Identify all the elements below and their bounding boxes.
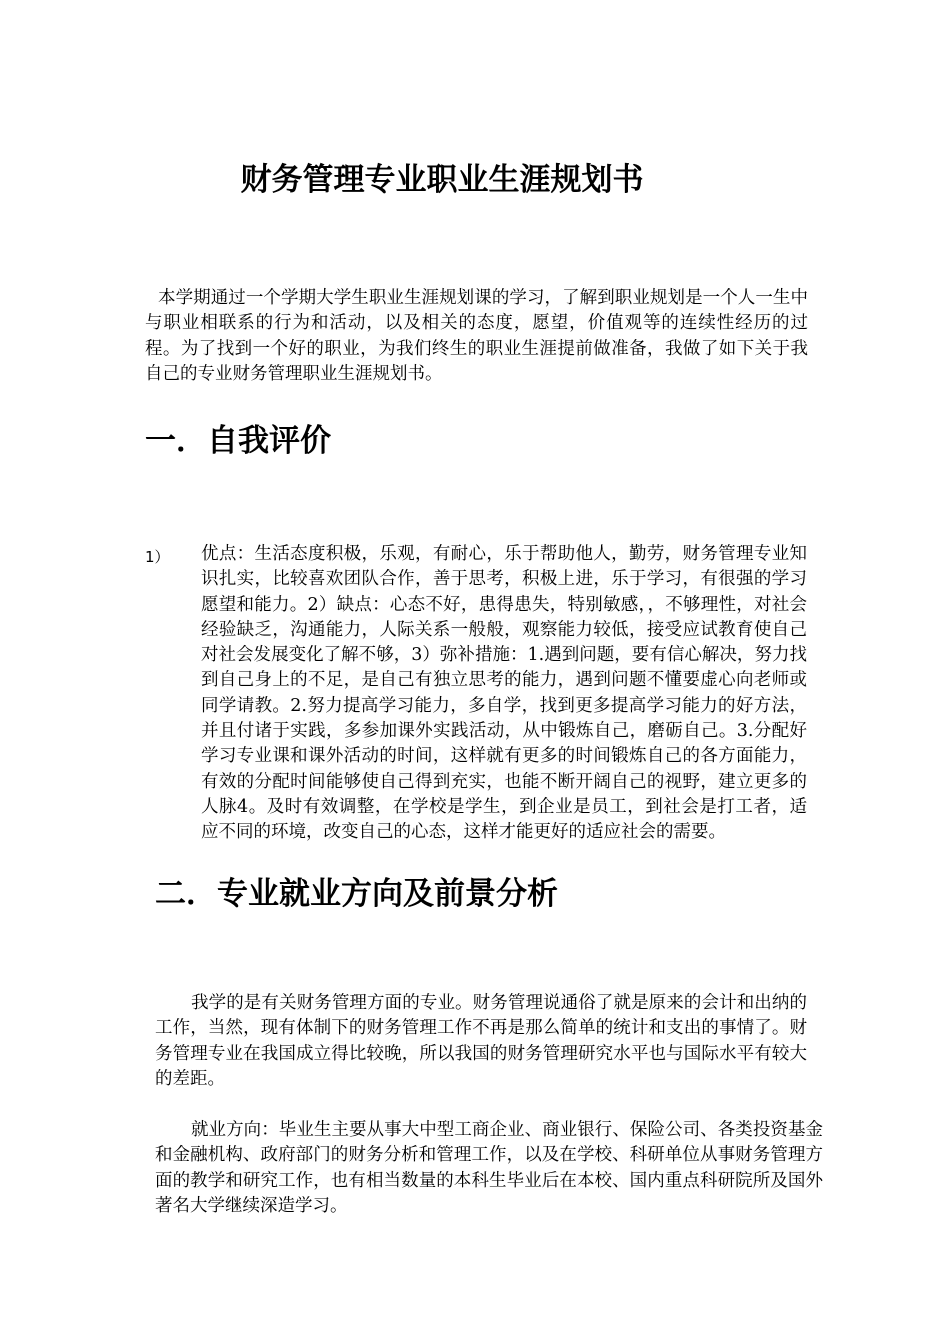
employment-direction-paragraph: 就业方向：毕业生主要从事大中型工商企业、商业银行、保险公司、各类投资基金和金融机构、政府部门的财务分析和管理工作，以及在学校、科研单位从事财务管理方面的教学和研究工作，也有相当数量的本科生毕业后在本校、国内重点科研院所及国外著名大学继续深造学习。 (155, 1120, 823, 1216)
section-heading-self-evaluation: 一．自我评价 (145, 423, 331, 459)
list-marker: 1） (145, 548, 170, 566)
major-description-paragraph: 我学的是有关财务管理方面的专业。财务管理说通俗了就是原来的会计和出纳的工作，当然，现有体制下的财务管理工作不再是那么简单的统计和支出的事情了。财务管理专业在我国成立得比较晚，所以我国的财务管理研究水平也与国际水平有较大的差距。 (155, 993, 807, 1089)
document-title: 财务管理专业职业生涯规划书 (240, 162, 644, 198)
intro-paragraph: 本学期通过一个学期大学生职业生涯规划课的学习，了解到职业规划是一个人一生中与职业相联系的行为和活动，以及相关的态度，愿望，价值观等的连续性经历的过程。为了找到一个好的职业，为我们终生的职业生涯提前做准备，我做了如下关于我自己的专业财务管理职业生涯规划书。 (145, 288, 808, 384)
self-evaluation-body: 优点：生活态度积极，乐观，有耐心，乐于帮助他人，勤劳，财务管理专业知识扎实，比较喜欢团队合作，善于思考，积极上进，乐于学习，有很强的学习愿望和能力。2）缺点：心态不好，患得患失，特别敏感，，不够理性，对社会经验缺乏，沟通能力，人际关系一般般，观察能力较低，接受应试教育使自己对社会发展变化了解不够，3）弥补措施：1.遇到问题，要有信心解决，努力找到自己身上的不足，是自己有独立思考的能力，遇到问题不懂要虚心向老师或同学请教。2.努力提高学习能力，多自学，找到更多提高学习能力的好方法，并且付诸于实践，多参加课外实践活动，从中锻炼自己，磨砺自己。3.分配好学习专业课和课外活动的时间，这样就有更多的时间锻炼自己的各方面能力，有效的分配时间能够使自己得到充实，也能不断开阔自己的视野，建立更多的人脉4。及时有效调整，在学校是学生，到企业是员工，到社会是打工者，适应不同的环境，改变自己的心态，这样才能更好的适应社会的需要。 (201, 544, 807, 843)
section-heading-career-direction: 二．专业就业方向及前景分析 (155, 876, 558, 912)
